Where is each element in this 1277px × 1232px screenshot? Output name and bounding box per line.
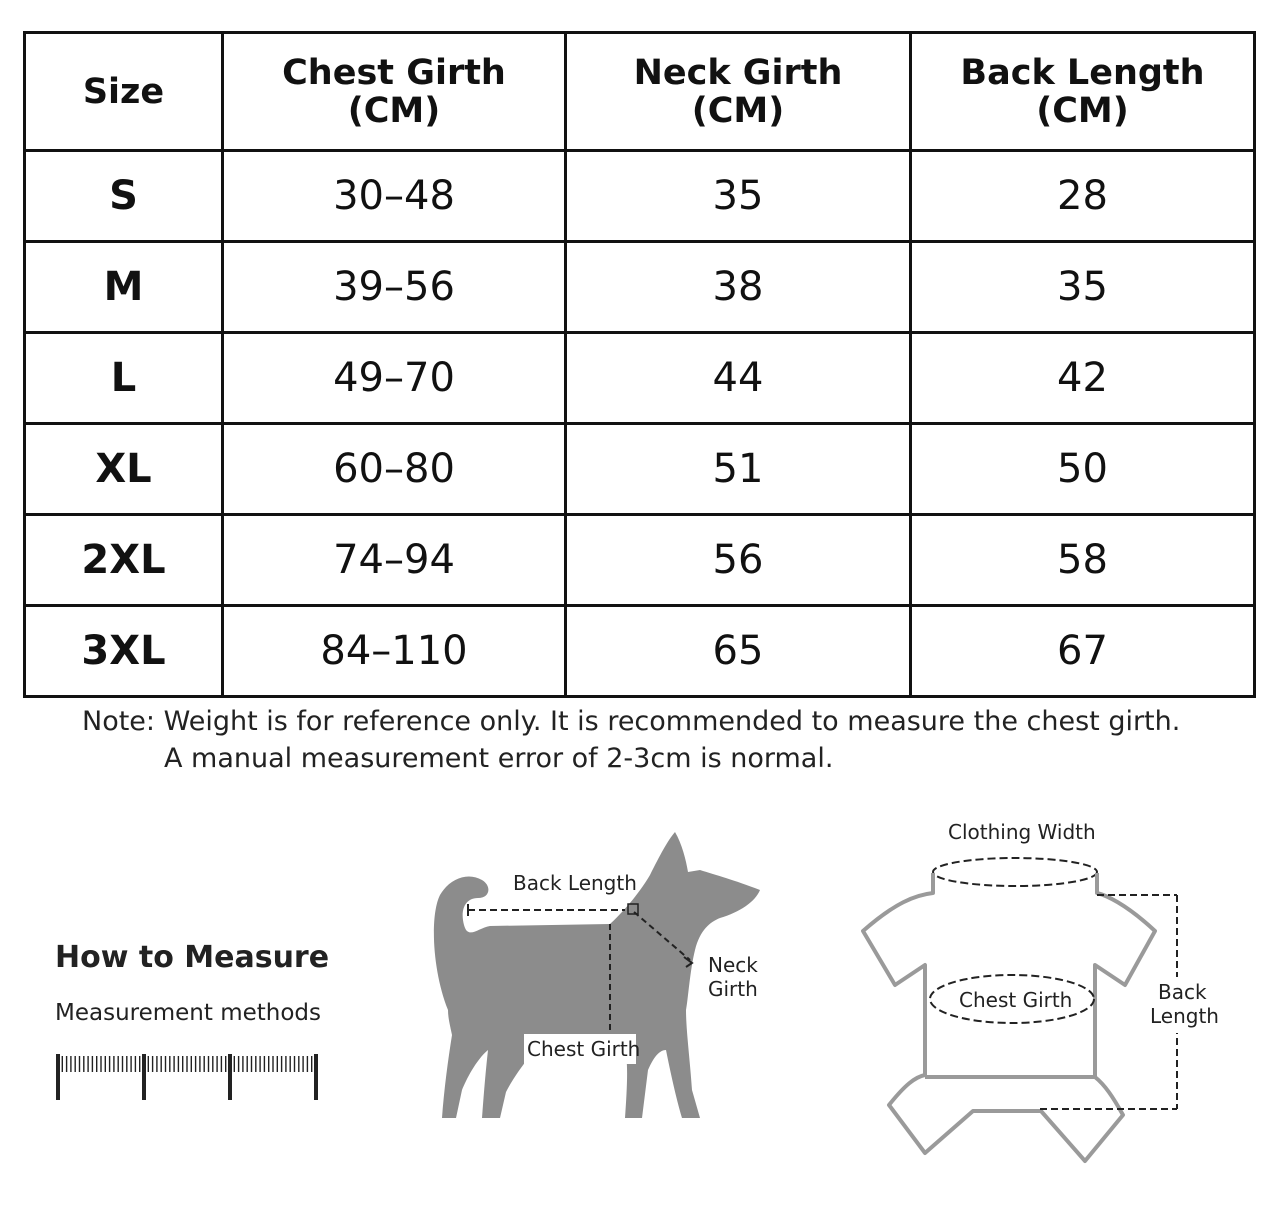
- dog-neck-label-line1: Neck: [708, 953, 758, 977]
- table-row: [25, 333, 1255, 424]
- table-header-row: [25, 33, 1255, 151]
- back-length-cell: 28: [911, 151, 1255, 242]
- clothing-width-label: Clothing Width: [948, 820, 1096, 844]
- table-row: [25, 606, 1255, 697]
- neck-girth-cell: 44: [566, 333, 911, 424]
- neck-girth-cell: 38: [566, 242, 911, 333]
- dog-back-length-label: Back Length: [513, 871, 637, 895]
- measurement-methods-subtitle: Measurement methods: [55, 1000, 322, 1026]
- measurement-note: [82, 703, 1180, 777]
- clothing-measurement-diagram: [855, 815, 1225, 1175]
- size-chart-table: [23, 31, 1256, 698]
- clothing-back-label-line2: Length: [1150, 1004, 1219, 1028]
- back-length-cell: 58: [911, 515, 1255, 606]
- header-size: Size: [25, 33, 223, 151]
- chest-girth-cell: 39–56: [223, 242, 566, 333]
- note-line-1: Note: Weight is for reference only. It is recommended to measure the chest girth.: [82, 706, 1181, 737]
- size-cell: M: [25, 242, 223, 333]
- note-line-2: A manual measurement error of 2-3cm is normal.: [164, 743, 834, 774]
- clothing-back-label-line1: Back: [1158, 980, 1207, 1004]
- size-cell: L: [25, 333, 223, 424]
- size-cell: 3XL: [25, 606, 223, 697]
- table-row: [25, 242, 1255, 333]
- back-length-cell: 42: [911, 333, 1255, 424]
- chest-girth-cell: 84–110: [223, 606, 566, 697]
- clothing-outline-icon: [863, 873, 1155, 1161]
- header-back-length: Back Length (CM): [911, 33, 1255, 151]
- header-neck-girth: Neck Girth (CM): [566, 33, 911, 151]
- back-length-cell: 50: [911, 424, 1255, 515]
- how-to-measure-title: How to Measure: [55, 940, 330, 975]
- size-cell: S: [25, 151, 223, 242]
- neck-girth-cell: 35: [566, 151, 911, 242]
- dog-neck-label-line2: Girth: [708, 977, 758, 1001]
- chest-girth-cell: 60–80: [223, 424, 566, 515]
- table-row: [25, 151, 1255, 242]
- neck-girth-cell: 56: [566, 515, 911, 606]
- back-length-cell: 35: [911, 242, 1255, 333]
- chest-girth-cell: 74–94: [223, 515, 566, 606]
- dog-chest-girth-label: Chest Girth: [527, 1037, 641, 1061]
- dog-measurement-diagram: [420, 820, 790, 1130]
- table-row: [25, 515, 1255, 606]
- chest-girth-cell: 49–70: [223, 333, 566, 424]
- header-chest-girth: Chest Girth (CM): [223, 33, 566, 151]
- neck-girth-cell: 65: [566, 606, 911, 697]
- size-cell: XL: [25, 424, 223, 515]
- table-row: [25, 424, 1255, 515]
- size-cell: 2XL: [25, 515, 223, 606]
- clothing-chest-girth-label: Chest Girth: [959, 988, 1073, 1012]
- neck-girth-cell: 51: [566, 424, 911, 515]
- ruler-icon: [54, 1050, 319, 1105]
- chest-girth-cell: 30–48: [223, 151, 566, 242]
- back-length-cell: 67: [911, 606, 1255, 697]
